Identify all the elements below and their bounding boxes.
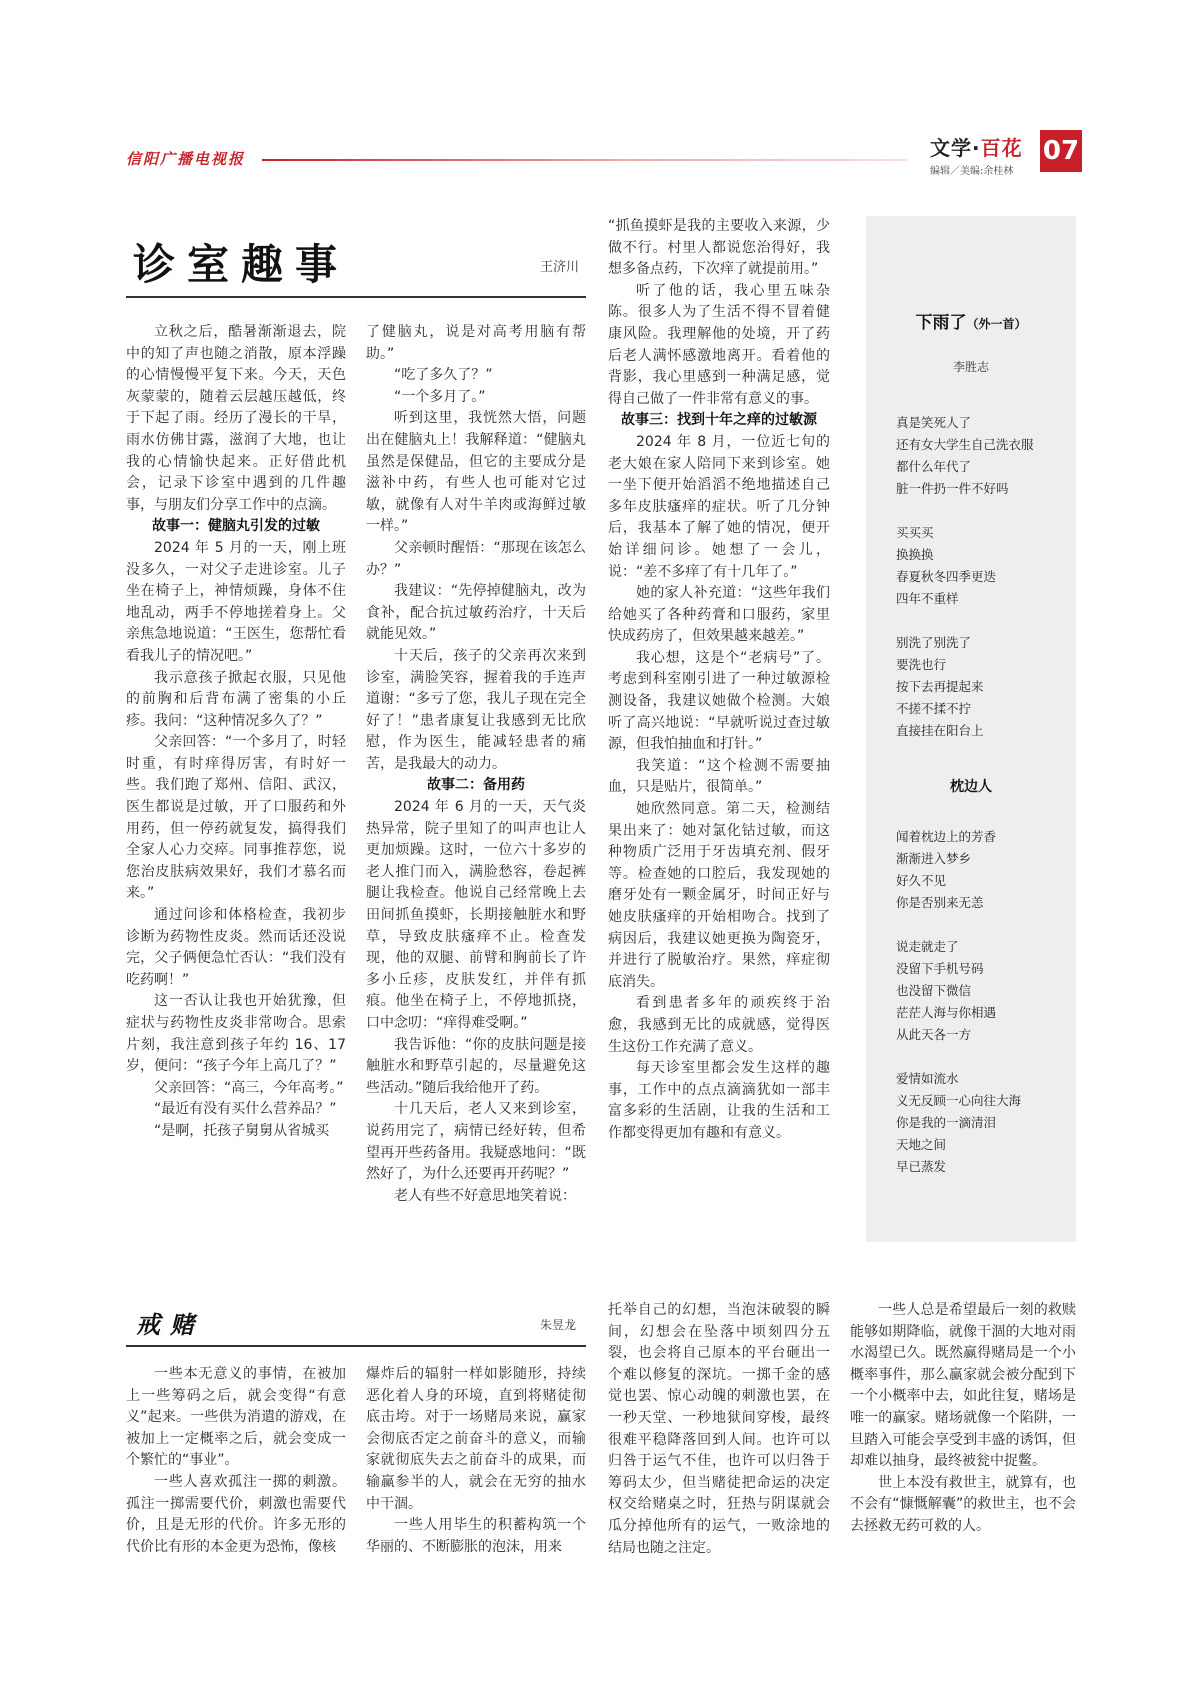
paragraph: “是啊，托孩子舅舅从省城买 (154, 1122, 330, 1139)
article2-rule (126, 1345, 586, 1347)
paragraph: 2024 年 6 月的一天，天气炎热异常，院子里知了的叫声也让人更加烦躁。这时，一位六十多岁的老人推门而入，满脸愁容，卷起裤腿让我检查。他说自己经常晚上去田间抓鱼摸虾，长期接触脏水和野草，导致皮肤瘙痒不止。检查发现，他的双腿、前臂和胸前长了许多小丘疹，皮肤发红，并伴有抓痕。他坐在椅子上，不停地抓挠，口中念叨：“痒得难受啊。” (366, 799, 586, 1031)
paragraph: 我建议：“先停掉健脑丸，改为食补，配合抗过敏药治疗，十天后就能见效。” (366, 583, 586, 643)
article1-column-2 (366, 322, 586, 1207)
poem-stanza (896, 412, 1034, 500)
poem-line: 说走就走了 (896, 939, 959, 954)
paragraph: 十天后，孩子的父亲再次来到诊室，满脸笑容，握着我的手连声道谢：“多亏了您，我儿子现在完全好了！”患者康复让我感到无比欣慰，作为医生，能减轻患者的痛苦，是我最大的动力。 (366, 647, 586, 772)
paragraph: 立秋之后，酷暑渐渐退去，院中的知了声也随之消散，原本浮躁的心情慢慢平复下来。今天，天色灰蒙蒙的，随着云层越压越低，终于下起了雨。经历了漫长的干旱，雨水仿佛甘露，滋润了大地，也让我的心情愉快起来。正好借此机会，记录下诊室中遇到的几件趣事，与朋友们分享工作中的点滴。 (126, 324, 346, 513)
article1-title: 诊室趣事 (133, 240, 350, 289)
poem2-stanza (896, 936, 996, 1046)
poem-line: 还有女大学生自己洗衣服 (896, 437, 1034, 452)
paragraph: 这一否认让我也开始犹豫，但症状与药物性皮炎非常吻合。思索片刻，我注意到孩子年约 16、17 岁，便问：“孩子今年上高几了？” (126, 993, 346, 1075)
poem-title-note: （外一首） (966, 317, 1027, 331)
poem-line: 天地之间 (896, 1137, 947, 1152)
section-title (930, 132, 1023, 161)
poem-line: 闻着枕边上的芳香 (896, 829, 997, 844)
paragraph: 一些人用毕生的积蓄构筑一个华丽的、不断膨胀的泡沫，用来 (366, 1517, 586, 1555)
poem-line: 不搓不揉不拧 (896, 701, 972, 716)
article2-column-2 (366, 1364, 586, 1558)
paragraph: 父亲回答：“高三，今年高考。” (154, 1079, 344, 1096)
poem2-stanza (896, 826, 996, 914)
paragraph: 了健脑丸，说是对高考用脑有帮助。” (366, 324, 586, 362)
poem-line: 直接挂在阳台上 (896, 723, 984, 738)
article2-author: 朱昱龙 (540, 1318, 577, 1332)
paragraph: “抓鱼摸虾是我的主要收入来源，少做不行。村里人都说您治得好，我想多备点药，下次痒了就提前用。” (608, 218, 830, 278)
paragraph: 一些人喜欢孤注一掷的刺激。孤注一掷需要代价，刺激也需要代价，且是无形的代价。许多无形的代价比有形的本金更为恐怖，像核 (126, 1473, 346, 1555)
paragraph: 看到患者多年的顽疾终于治愈，我感到无比的成就感，觉得医生这份工作充满了意义。 (608, 995, 830, 1055)
paragraph: 我心想，这是个“老病号”了。考虑到科室刚引进了一种过敏源检测设备，我建议她做个检测。大娘听了高兴地说：“早就听说过查过敏源，但我怕抽血和打针。” (608, 649, 830, 753)
section-title-a: 文学· (930, 136, 981, 160)
poem-line: 好久不见 (896, 873, 947, 888)
poem-stanza (896, 632, 984, 742)
poem-stanza (896, 522, 996, 610)
article1-column-3 (608, 216, 830, 1145)
paragraph: 我告诉他：“你的皮肤问题是接触脏水和野草引起的，尽量避免这些活动。”随后我给他开了药。 (366, 1036, 586, 1096)
paragraph: “吃了多久了？” (394, 367, 493, 384)
section-title-b: 百花 (980, 136, 1023, 160)
story-heading: 故事一：健脑丸引发的过敏 (152, 518, 320, 535)
paragraph: 听了他的话，我心里五味杂陈。很多人为了生活不得不冒着健康风险。我理解他的处境，开了药后老人满怀感激地离开。看着他的背影，我心里感到一种满足感，觉得自己做了一件非常有意义的事。 (608, 282, 830, 407)
paragraph: 我笑道：“这个检测不需要抽血，只是贴片，很简单。” (608, 757, 830, 796)
paragraph: 世上本没有救世主，就算有，也不会有“慷慨解囊”的救世主，也不会去拯救无药可救的人。 (850, 1474, 1076, 1534)
paragraph: 每天诊室里都会发生这样的趣事，工作中的点点滴滴犹如一部丰富多彩的生活剧，让我的生活和工作都变得更加有趣和有意义。 (608, 1060, 830, 1141)
paragraph: 一些本无意义的事情，在被加上一些筹码之后，就会变得“有意义”起来。一些供为消遣的游戏，在被加上一定概率之后，就会变成一个繁忙的“事业”。 (126, 1366, 346, 1469)
paragraph: 爆炸后的辐射一样如影随形，持续恶化着人身的环境，直到将赌徒彻底击垮。对于一场赌局来说，赢家会彻底否定之前奋斗的意义，而输家就彻底失去之前奋斗的成果，而输赢参半的人，就会在无穷的抽水中干涸。 (366, 1366, 586, 1512)
paragraph: 听到这里，我恍然大悟，问题出在健脑丸上！我解释道：“健脑丸虽然是保健品，但它的主要成分是滋补中药，有些人也可能对它过敏，就像有人对牛羊肉或海鲜过敏一样。” (366, 410, 586, 535)
article2-column-3 (608, 1300, 830, 1559)
paragraph: 父亲回答：“一个多月了，时轻时重，有时痒得厉害，有时好一些。我们跑了郑州、信阳、武汉，医生都说是过敏，开了口服药和外用药，但一停药就复发，搞得我们全家人心力交瘁。同事推荐您，说您治皮肤病效果好，我们才慕名而来。” (126, 734, 346, 902)
poem-line: 真是笑死人了 (896, 415, 972, 430)
article1-rule (126, 296, 586, 298)
paragraph: 通过问诊和体格检查，我初步诊断为药物性皮炎。然而话还没说完，父子俩便急忙否认：“我们没有吃药啊！” (126, 907, 346, 988)
poem-line: 要洗也行 (896, 657, 947, 672)
paragraph: 托举自己的幻想，当泡沫破裂的瞬间，幻想会在坠落中顷刻四分五裂，也会将自己原本的平台砸出一个难以修复的深坑。一掷千金的感觉也罢、惊心动魄的刺激也罢，在一秒天堂、一秒地狱间穿梭，最终很难平稳降落回到人间。也许可以归咎于运气不佳，也许可以归咎于筹码太少，但当赌徒把命运的决定权交给赌桌之时，狂热与阴谋就会瓜分掉他所有的运气，一败涂地的结局也随之注定。 (608, 1302, 830, 1556)
poem-line: 茫茫人海与你相遇 (896, 1005, 997, 1020)
poem-line: 四年不重样 (896, 591, 959, 606)
article2-column-1 (126, 1364, 346, 1558)
poem-title-text: 下雨了 (915, 313, 967, 333)
editor-credit: 编辑／美编:余桂林 (930, 166, 1014, 177)
paragraph: “最近有没有买什么营养品？” (154, 1101, 337, 1118)
poem-line: 你是我的一滴清泪 (896, 1115, 997, 1130)
paragraph: 老人有些不好意思地笑着说： (394, 1187, 576, 1204)
poem-line: 早已蒸发 (896, 1159, 947, 1174)
paragraph: 我示意孩子掀起衣服，只见他的前胸和后背布满了密集的小丘疹。我问：“这种情况多久了？” (126, 669, 346, 729)
article2-title: 戒赌 (136, 1310, 204, 1339)
story-heading: 故事二：备用药 (427, 777, 525, 794)
paragraph: 2024 年 8 月，一位近七旬的老大娘在家人陪同下来到诊室。她一坐下便开始滔滔不绝地描述自己多年皮肤瘙痒的症状。听了几分钟后，我基本了解了她的情况，便开始详细问诊。她想了一会儿，说：“差不多痒了有十几年了。” (608, 433, 830, 580)
story-heading: 故事三：找到十年之痒的过敏源 (621, 412, 817, 429)
page-number-badge: 07 (1040, 130, 1082, 172)
poem-author: 李胜志 (952, 360, 989, 374)
poem-line: 渐渐进入梦乡 (896, 851, 972, 866)
poem-line: 从此天各一方 (896, 1027, 972, 1042)
poem-line: 春夏秋冬四季更迭 (896, 569, 997, 584)
paragraph: 父亲顿时醒悟：“那现在该怎么办？” (366, 539, 586, 578)
poem-line: 也没留下微信 (896, 983, 972, 998)
poem-line: 按下去再提起来 (896, 679, 984, 694)
poem-line: 爱情如流水 (896, 1071, 959, 1086)
masthead-divider (262, 159, 907, 161)
poem-sidebar (866, 216, 1076, 1242)
poem-line: 别洗了别洗了 (896, 635, 972, 650)
paragraph: “一个多月了。” (394, 388, 486, 405)
poem-title (866, 308, 1076, 333)
article2-column-4 (850, 1300, 1076, 1538)
paragraph: 2024 年 5 月的一天，刚上班没多久，一对父子走进诊室。儿子坐在椅子上，神情烦躁，身体不住地乱动，两手不停地搓着身上。父亲焦急地说道：“王医生，您帮忙看看我儿子的情况吧。” (126, 539, 346, 664)
paragraph: 十几天后，老人又来到诊室，说药用完了，病情已经好转，但希望再开些药备用。我疑惑地问：“既然好了，为什么还要再开药呢？” (366, 1101, 586, 1183)
poem-line: 你是否别来无恙 (896, 895, 984, 910)
paragraph: 她欣然同意。第二天，检测结果出来了：她对氯化钴过敏，而这种物质广泛用于牙齿填充剂、假牙等。检查她的口腔后，我发现她的磨牙处有一颗金属牙，时间正好与她皮肤瘙痒的开始相吻合。找到了病因后，我建议她更换为陶瓷牙，并进行了脱敏治疗。果然，痒症彻底消失。 (608, 801, 830, 990)
poem2-stanza (896, 1068, 1021, 1178)
poem-line: 都什么年代了 (896, 459, 972, 474)
article1-column-1 (126, 322, 346, 1143)
paragraph: 一些人总是希望最后一刻的救赎能够如期降临，就像干涸的大地对雨水渴望已久。既然赢得赌局是一个小概率事件，那么赢家就会被分配到下一个小概率中去，如此往复，赌场是唯一的赢家。赌场就像一个陷阱，一旦踏入可能会享受到丰盛的诱饵，但却难以抽身，最终被瓮中捉鳖。 (850, 1302, 1076, 1470)
poem2-title: 枕边人 (950, 779, 992, 795)
paragraph: 她的家人补充道：“这些年我们给她买了各种药膏和口服药，家里快成药房了，但效果越来越差。” (608, 585, 830, 645)
poem-line: 买买买 (896, 525, 934, 540)
poem-line: 义无反顾一心向往大海 (896, 1093, 1022, 1108)
poem-line: 脏一件扔一件不好吗 (896, 481, 1009, 496)
article1-author: 王济川 (540, 260, 580, 275)
poem-line: 换换换 (896, 547, 934, 562)
masthead-paper-name: 信阳广播电视报 (126, 150, 246, 168)
poem-line: 没留下手机号码 (896, 961, 984, 976)
